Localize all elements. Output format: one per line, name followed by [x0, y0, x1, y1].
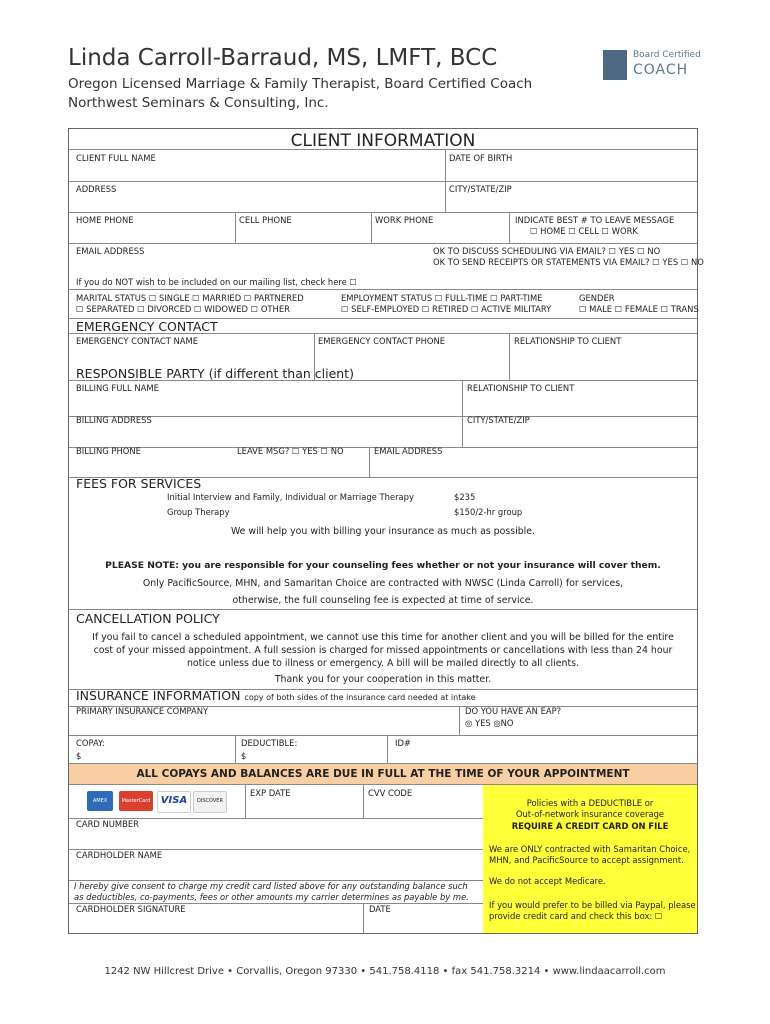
- billing-email-field[interactable]: EMAIL ADDRESS: [374, 446, 443, 456]
- city-state-zip-field[interactable]: CITY/STATE/ZIP: [449, 184, 512, 194]
- insurance-title: INSURANCE INFORMATION: [76, 688, 241, 703]
- fees-heading: FEES FOR SERVICES: [76, 476, 202, 491]
- policy-line-7: If you would prefer to be billed via Paypal, please: [489, 900, 696, 910]
- billing-address-field[interactable]: BILLING ADDRESS: [76, 415, 152, 425]
- policy-line-5: MHN, and PacificSource to accept assignment.: [489, 855, 684, 865]
- policy-line-1: Policies with a DEDUCTIBLE or: [526, 798, 654, 808]
- insurance-note: copy of both sides of the insurance card needed at intake: [244, 693, 476, 702]
- board-certified-coach-logo: [603, 50, 701, 82]
- amex-icon: AMEX: [87, 791, 113, 811]
- ok-receipts-checkbox[interactable]: OK TO SEND RECEIPTS OR STATEMENTS VIA EMAIL? ☐ YES ☐ NO: [433, 257, 704, 267]
- copay-label: COPAY:: [76, 738, 105, 748]
- ok-email-checkbox[interactable]: OK TO DISCUSS SCHEDULING VIA EMAIL? ☐ YES ☐ NO: [433, 246, 661, 256]
- credit-card-policy-box: [483, 785, 697, 933]
- eap-label: DO YOU HAVE AN EAP?: [465, 706, 562, 716]
- insurance-heading: [76, 688, 476, 703]
- consent-line-2: as deductibles, co-payments, fees or other amounts my carrier determines as payable by me.: [74, 892, 469, 902]
- responsibility-note: PLEASE NOTE: you are responsible for your counseling fees whether or not your insurance will cover them.: [105, 560, 661, 571]
- marital-status-row1[interactable]: MARITAL STATUS ☐ SINGLE ☐ MARRIED ☐ PARTNERED: [76, 293, 304, 303]
- discover-icon: DISCOVER: [193, 791, 227, 813]
- primary-insurance-field[interactable]: PRIMARY INSURANCE COMPANY: [76, 706, 209, 716]
- fee-item-price: $150/2-hr group: [454, 507, 523, 517]
- eap-radio[interactable]: ◎ YES ◎NO: [465, 718, 514, 728]
- emergency-relationship-field[interactable]: RELATIONSHIP TO CLIENT: [514, 336, 622, 346]
- cell-phone-field[interactable]: CELL PHONE: [239, 215, 292, 225]
- deductible-label: DEDUCTIBLE:: [241, 738, 298, 748]
- emergency-name-field[interactable]: EMERGENCY CONTACT NAME: [76, 336, 199, 346]
- cancellation-line-1: If you fail to cancel a scheduled appointment, we cannot use this time for another client and you will be billed for the entire: [92, 632, 674, 643]
- policy-line-2: Out-of-network insurance coverage: [515, 809, 665, 819]
- cardholder-name-field[interactable]: CARDHOLDER NAME: [76, 850, 163, 860]
- leave-msg-checkbox[interactable]: LEAVE MSG? ☐ YES ☐ NO: [237, 446, 344, 456]
- policy-line-6: We do not accept Medicare.: [489, 876, 606, 886]
- home-phone-field[interactable]: HOME PHONE: [76, 215, 134, 225]
- fee-item-price: $235: [454, 492, 476, 502]
- doc-subtitle: Oregon Licensed Marriage & Family Therapist, Board Certified Coach: [68, 76, 533, 92]
- fee-item-label: Initial Interview and Family, Individual or Marriage Therapy: [167, 492, 414, 502]
- cancellation-line-2: cost of your missed appointment. A full session is charged for missed appointments or cancellations with less than 24 hour: [93, 645, 673, 656]
- billing-city-field[interactable]: CITY/STATE/ZIP: [467, 415, 530, 425]
- logo-main-text: COACH: [633, 62, 689, 78]
- gender-label: GENDER: [579, 293, 615, 303]
- form-title: CLIENT INFORMATION: [290, 131, 476, 151]
- policy-line-4: We are ONLY contracted with Samaritan Choice,: [489, 844, 691, 854]
- gender-checkboxes[interactable]: ☐ MALE ☐ FEMALE ☐ TRANS: [579, 304, 699, 314]
- deductible-field[interactable]: $: [241, 751, 247, 761]
- employment-status-row2[interactable]: ☐ SELF-EMPLOYED ☐ RETIRED ☐ ACTIVE MILITARY: [341, 304, 552, 314]
- contracted-text-2: otherwise, the full counseling fee is expected at time of service.: [232, 595, 534, 606]
- policy-line-3: REQUIRE A CREDIT CARD ON FILE: [511, 821, 669, 831]
- cvv-field[interactable]: CVV CODE: [368, 788, 413, 798]
- emergency-phone-field[interactable]: EMERGENCY CONTACT PHONE: [318, 336, 446, 346]
- billing-phone-field[interactable]: BILLING PHONE: [76, 446, 141, 456]
- card-number-field[interactable]: CARD NUMBER: [76, 819, 139, 829]
- doc-title: Linda Carroll-Barraud, MS, LMFT, BCC: [68, 45, 498, 71]
- client-full-name-field[interactable]: CLIENT FULL NAME: [76, 153, 156, 163]
- logo-mark-icon: [603, 50, 627, 80]
- contracted-text-1: Only PacificSource, MHN, and Samaritan Choice are contracted with NWSC (Linda Carroll) for services,: [142, 578, 624, 589]
- best-number-label: INDICATE BEST # TO LEAVE MESSAGE: [515, 215, 675, 225]
- mastercard-icon: MasterCard: [119, 791, 153, 811]
- footer-contact: 1242 NW Hillcrest Drive • Corvallis, Oregon 97330 • 541.758.4118 • fax 541.758.3214 • www.lindaacarroll.com: [104, 966, 666, 977]
- cancellation-thanks: Thank you for your cooperation in this matter.: [274, 674, 492, 685]
- work-phone-field[interactable]: WORK PHONE: [375, 215, 434, 225]
- billing-help-text: We will help you with billing your insurance as much as possible.: [230, 526, 536, 537]
- emergency-contact-heading: EMERGENCY CONTACT: [76, 319, 218, 334]
- mailing-list-checkbox[interactable]: If you do NOT wish to be included on our mailing list, check here ☐: [76, 277, 357, 287]
- cancellation-line-3: notice unless due to illness or emergency. A bill will be mailed directly to all clients.: [186, 658, 580, 669]
- insurance-id-field[interactable]: ID#: [395, 738, 411, 748]
- billing-relationship-field[interactable]: RELATIONSHIP TO CLIENT: [467, 383, 575, 393]
- signature-date-field[interactable]: DATE: [369, 904, 391, 914]
- consent-line-1: I hereby give consent to charge my credit card listed above for any outstanding balance such: [74, 881, 468, 891]
- date-of-birth-field[interactable]: DATE OF BIRTH: [449, 153, 513, 163]
- fee-item-label: Group Therapy: [167, 507, 230, 517]
- company-name: Northwest Seminars & Consulting, Inc.: [68, 95, 329, 111]
- cancellation-heading: CANCELLATION POLICY: [76, 611, 220, 626]
- best-number-checkboxes[interactable]: ☐ HOME ☐ CELL ☐ WORK: [530, 226, 638, 236]
- client-form: [68, 128, 704, 934]
- employment-status-row1[interactable]: EMPLOYMENT STATUS ☐ FULL-TIME ☐ PART-TIME: [341, 293, 543, 303]
- email-field[interactable]: EMAIL ADDRESS: [76, 246, 145, 256]
- copay-field[interactable]: $: [76, 751, 82, 761]
- responsible-party-heading: RESPONSIBLE PARTY (if different than client): [76, 366, 354, 381]
- address-field[interactable]: ADDRESS: [76, 184, 117, 194]
- visa-icon: VISA: [157, 791, 191, 813]
- logo-top-text: Board Certified: [633, 50, 701, 60]
- payment-due-banner: ALL COPAYS AND BALANCES ARE DUE IN FULL AT THE TIME OF YOUR APPOINTMENT: [69, 763, 697, 785]
- paypal-checkbox[interactable]: provide credit card and check this box: ☐: [489, 911, 663, 921]
- billing-name-field[interactable]: BILLING FULL NAME: [76, 383, 159, 393]
- marital-status-row2[interactable]: ☐ SEPARATED ☐ DIVORCED ☐ WIDOWED ☐ OTHER: [76, 304, 290, 314]
- exp-date-field[interactable]: EXP DATE: [250, 788, 291, 798]
- signature-field[interactable]: CARDHOLDER SIGNATURE: [76, 904, 186, 914]
